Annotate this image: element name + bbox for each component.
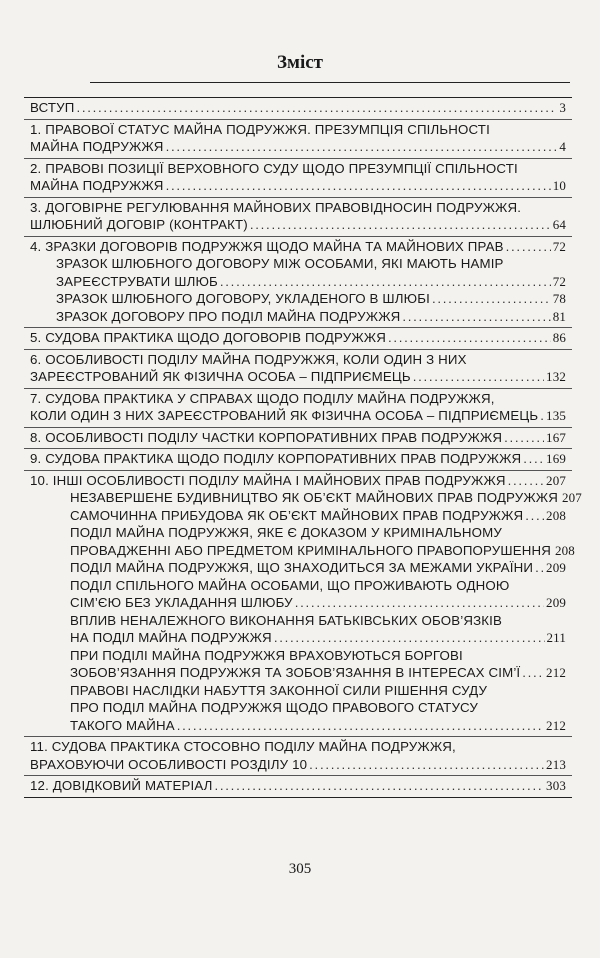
toc-entry-text: ТАКОГО МАЙНА [70, 717, 175, 733]
toc-entry-text: КОЛИ ОДИН З НИХ ЗАРЕЄСТРОВАНИЙ ЯК ФІЗИЧНА ОСОБА – ПІДПРИЄМЕЦЬ [30, 408, 539, 423]
toc-entry-text: ПРАВОВІ НАСЛІДКИ НАБУТТЯ ЗАКОННОЇ СИЛИ РІШЕННЯ СУДУ [70, 682, 488, 698]
dot-leader [525, 507, 544, 525]
toc-line [30, 308, 566, 326]
toc-page-number: 212 [546, 717, 566, 733]
toc-entry-text: МАЙНА ПОДРУЖЖЯ [30, 178, 164, 193]
dot-leader [388, 329, 551, 347]
toc-line [30, 472, 566, 490]
table-of-contents [24, 97, 582, 798]
page-title: Зміст [276, 52, 323, 73]
toc-entry [24, 471, 582, 738]
toc-page-number: 135 [546, 408, 566, 423]
dot-leader [215, 777, 545, 795]
toc-entry-text: 12. ДОВІДКОВИЙ МАТЕРІАЛ [30, 778, 213, 793]
toc-entry-text: ВСТУП [30, 100, 75, 115]
dot-leader [504, 429, 544, 447]
dot-leader [402, 308, 550, 326]
toc-page-number: 207 [561, 490, 582, 505]
toc-entry-text: ЗРАЗОК ШЛЮБНОГО ДОГОВОРУ МІЖ ОСОБАМИ, ЯКІ МАЮТЬ НАМІР [56, 256, 504, 271]
dot-leader [535, 559, 544, 577]
toc-entry-text: 3. ДОГОВІРНЕ РЕГУЛЮВАННЯ МАЙНОВИХ ПРАВОВІДНОСИН ПОДРУЖЖЯ. [30, 199, 522, 215]
toc-line [30, 489, 582, 507]
toc-entry [24, 737, 572, 776]
dot-leader [508, 472, 544, 490]
toc-entry-text: ПРО ПОДІЛ МАЙНА ПОДРУЖЖЯ ЩОДО ПРАВОВОГО СТАТУСУ [70, 700, 478, 715]
toc-line [30, 407, 566, 425]
toc-page-number: 208 [546, 507, 566, 523]
toc-line [30, 647, 566, 665]
toc-page-number: 209 [546, 595, 566, 610]
toc-entry-text: ПРИ ПОДІЛІ МАЙНА ПОДРУЖЖЯ ВРАХОВУЮТЬСЯ БОРГОВІ [70, 647, 463, 663]
toc-page-number: 78 [552, 291, 566, 306]
toc-page-number: 64 [552, 217, 566, 232]
toc-line [30, 682, 566, 700]
dot-leader [432, 290, 551, 308]
toc-entry-text: СІМ’ЄЮ БЕЗ УКЛАДАННЯ ШЛЮБУ [70, 595, 293, 610]
toc-entry-text: ПОДІЛ СПІЛЬНОГО МАЙНА ОСОБАМИ, ЩО ПРОЖИВАЮТЬ ОДНОЮ [70, 577, 510, 593]
toc-page-number: 132 [546, 369, 566, 384]
toc-entry-text: ПРОВАДЖЕННІ АБО ПРЕДМЕТОМ КРИМІНАЛЬНОГО ПРАВОПОРУШЕННЯ [70, 542, 551, 558]
toc-page-number: 81 [552, 308, 566, 324]
toc-entry-text: ЗАРЕЄСТРУВАТИ ШЛЮБ [56, 273, 218, 289]
dot-leader [540, 407, 544, 425]
dot-leader [295, 594, 544, 612]
toc-entry-text: МАЙНА ПОДРУЖЖЯ [30, 139, 164, 154]
toc-line [30, 777, 566, 795]
toc-entry-text: 11. СУДОВА ПРАКТИКА СТОСОВНО ПОДІЛУ МАЙНА ПОДРУЖЖЯ, [30, 739, 456, 754]
toc-line [30, 238, 566, 256]
toc-entry-text: ШЛЮБНИЙ ДОГОВІР (КОНТРАКТ) [30, 217, 248, 232]
toc-subentry [30, 612, 566, 647]
toc-entry-text: 1. ПРАВОВОЇ СТАТУС МАЙНА ПОДРУЖЖЯ. ПРЕЗУМПЦІЯ СПІЛЬНОСТІ [30, 121, 490, 137]
toc-entry [24, 449, 572, 471]
toc-page-number: 303 [546, 778, 566, 793]
toc-line [30, 121, 566, 139]
toc-page-number: 10 [552, 178, 566, 193]
dot-leader [274, 629, 545, 647]
toc-line [30, 351, 566, 369]
dot-leader [309, 756, 544, 774]
toc-page-number: 72 [552, 273, 566, 289]
toc-line [30, 507, 566, 525]
toc-entry [24, 428, 572, 450]
toc-line [30, 429, 566, 447]
toc-page-number: 3 [559, 100, 566, 115]
toc-entry-text: НЕЗАВЕРШЕНЕ БУДИВНИЦТВО ЯК ОБ’ЄКТ МАЙНОВИХ ПРАВ ПОДРУЖЖЯ [70, 490, 558, 505]
toc-subentry [30, 682, 566, 735]
toc-entry [24, 776, 572, 797]
title-rule [90, 82, 570, 83]
toc-entry [24, 350, 572, 389]
toc-line [30, 199, 566, 217]
toc-entry [24, 198, 572, 237]
toc-subentry [30, 290, 566, 308]
toc-line [30, 290, 566, 308]
toc-line [30, 216, 566, 234]
toc-entry-text: 10. ІНШІ ОСОБЛИВОСТІ ПОДІЛУ МАЙНА І МАЙНОВИХ ПРАВ ПОДРУЖЖЯ [30, 472, 506, 488]
toc-entry-text: ЗРАЗОК ДОГОВОРУ ПРО ПОДІЛ МАЙНА ПОДРУЖЖЯ [56, 308, 401, 324]
toc-line [30, 577, 566, 595]
toc-line [30, 177, 566, 195]
toc-line [30, 450, 566, 468]
dot-leader [220, 273, 551, 291]
dot-leader [250, 216, 551, 234]
toc-line [30, 629, 566, 647]
toc-entry-text: ВРАХОВУЮЧИ ОСОБЛИВОСТІ РОЗДІЛУ 10 [30, 756, 308, 772]
toc-line [30, 612, 566, 630]
toc-subentry [30, 507, 566, 525]
toc-line [30, 559, 566, 577]
dot-leader [166, 138, 558, 156]
dot-leader [177, 717, 544, 735]
dot-leader [506, 238, 551, 256]
toc-line [30, 329, 566, 347]
toc-entry-text: ЗОБОВ’ЯЗАННЯ ПОДРУЖЖЯ ТА ЗОБОВ’ЯЗАННЯ В ІНТЕРЕСАХ СІМ’Ї [70, 665, 521, 680]
toc-line [30, 255, 566, 273]
toc-entry-text: САМОЧИННА ПРИБУДОВА ЯК ОБ’ЄКТ МАЙНОВИХ ПРАВ ПОДРУЖЖЯ [70, 507, 524, 523]
toc-entry-text: 6. ОСОБЛИВОСТІ ПОДІЛУ МАЙНА ПОДРУЖЖЯ, КОЛИ ОДИН З НИХ [30, 351, 467, 367]
toc-entry-text: ЗАРЕЄСТРОВАНИЙ ЯК ФІЗИЧНА ОСОБА – ПІДПРИЄМЕЦЬ [30, 369, 411, 384]
toc-page-number: 207 [546, 472, 566, 488]
toc-entry-text: 4. ЗРАЗКИ ДОГОВОРІВ ПОДРУЖЖЯ ЩОДО МАЙНА ТА МАЙНОВИХ ПРАВ [30, 238, 504, 254]
toc-entry-text: 5. СУДОВА ПРАКТИКА ЩОДО ДОГОВОРІВ ПОДРУЖЖЯ [30, 330, 386, 345]
toc-line [30, 738, 566, 756]
toc-entry-text: ВПЛИВ НЕНАЛЕЖНОГО ВИКОНАННЯ БАТЬКІВСЬКИХ ОБОВ’ЯЗКІВ [70, 612, 503, 628]
toc-line [30, 99, 566, 117]
toc-subentry [30, 577, 566, 612]
toc-page-number: 86 [552, 330, 566, 345]
toc-subentry [30, 489, 582, 507]
toc-subentry [30, 255, 566, 290]
toc-entry-text: ЗРАЗОК ШЛЮБНОГО ДОГОВОРУ, УКЛАДЕНОГО В ШЛЮБІ [56, 291, 430, 306]
dot-leader [522, 664, 544, 682]
toc-entry [24, 120, 572, 159]
toc-subentry [30, 559, 566, 577]
toc-line [30, 390, 566, 408]
toc-entry-text: 9. СУДОВА ПРАКТИКА ЩОДО ПОДІЛУ КОРПОРАТИВНИХ ПРАВ ПОДРУЖЖЯ [30, 451, 522, 466]
toc-page-number: 167 [546, 429, 566, 445]
toc-subentry [30, 308, 566, 326]
toc-entry [24, 159, 572, 198]
toc-line [30, 273, 566, 291]
toc-line [30, 756, 566, 774]
toc-line [30, 594, 566, 612]
dot-leader [413, 368, 544, 386]
page-number: 305 [288, 861, 312, 877]
toc-line [30, 160, 566, 178]
toc-entry-text: ПОДІЛ МАЙНА ПОДРУЖЖЯ, ЯКЕ Є ДОКАЗОМ У КРИМІНАЛЬНОМУ [70, 525, 502, 540]
toc-page-number: 169 [546, 451, 566, 466]
toc-line [30, 664, 566, 682]
toc-page-number: 211 [546, 630, 566, 645]
toc-line [30, 138, 566, 156]
toc-entry-text: НА ПОДІЛ МАЙНА ПОДРУЖЖЯ [70, 630, 272, 645]
toc-page-number: 212 [546, 665, 566, 680]
toc-subentry [30, 647, 566, 682]
toc-entry [24, 237, 572, 329]
toc-entry-text: 8. ОСОБЛИВОСТІ ПОДІЛУ ЧАСТКИ КОРПОРАТИВНИХ ПРАВ ПОДРУЖЖЯ [30, 429, 503, 445]
toc-entry [24, 389, 572, 428]
toc-page-number: 72 [552, 238, 566, 254]
toc-line [30, 699, 566, 717]
dot-leader [76, 99, 557, 117]
toc-line [30, 717, 566, 735]
toc-page-number: 4 [559, 139, 566, 154]
toc-entry-text: 2. ПРАВОВІ ПОЗИЦІЇ ВЕРХОВНОГО СУДУ ЩОДО ПРЕЗУМПЦІЇ СПІЛЬНОСТІ [30, 160, 518, 176]
toc-line [30, 524, 566, 542]
toc-entry [24, 98, 572, 120]
toc-line [30, 542, 575, 560]
toc-page-number: 209 [546, 560, 566, 575]
toc-entry-text: ПОДІЛ МАЙНА ПОДРУЖЖЯ, ЩО ЗНАХОДИТЬСЯ ЗА МЕЖАМИ УКРАЇНИ [70, 560, 534, 575]
toc-subentry [30, 524, 575, 559]
toc-page-number: 213 [546, 756, 566, 772]
toc-line [30, 368, 566, 386]
toc-entry [24, 328, 572, 350]
dot-leader [166, 177, 551, 195]
toc-entry-text: 7. СУДОВА ПРАКТИКА У СПРАВАХ ЩОДО ПОДІЛУ МАЙНА ПОДРУЖЖЯ, [30, 390, 495, 406]
dot-leader [523, 450, 544, 468]
toc-page-number: 208 [554, 542, 575, 558]
